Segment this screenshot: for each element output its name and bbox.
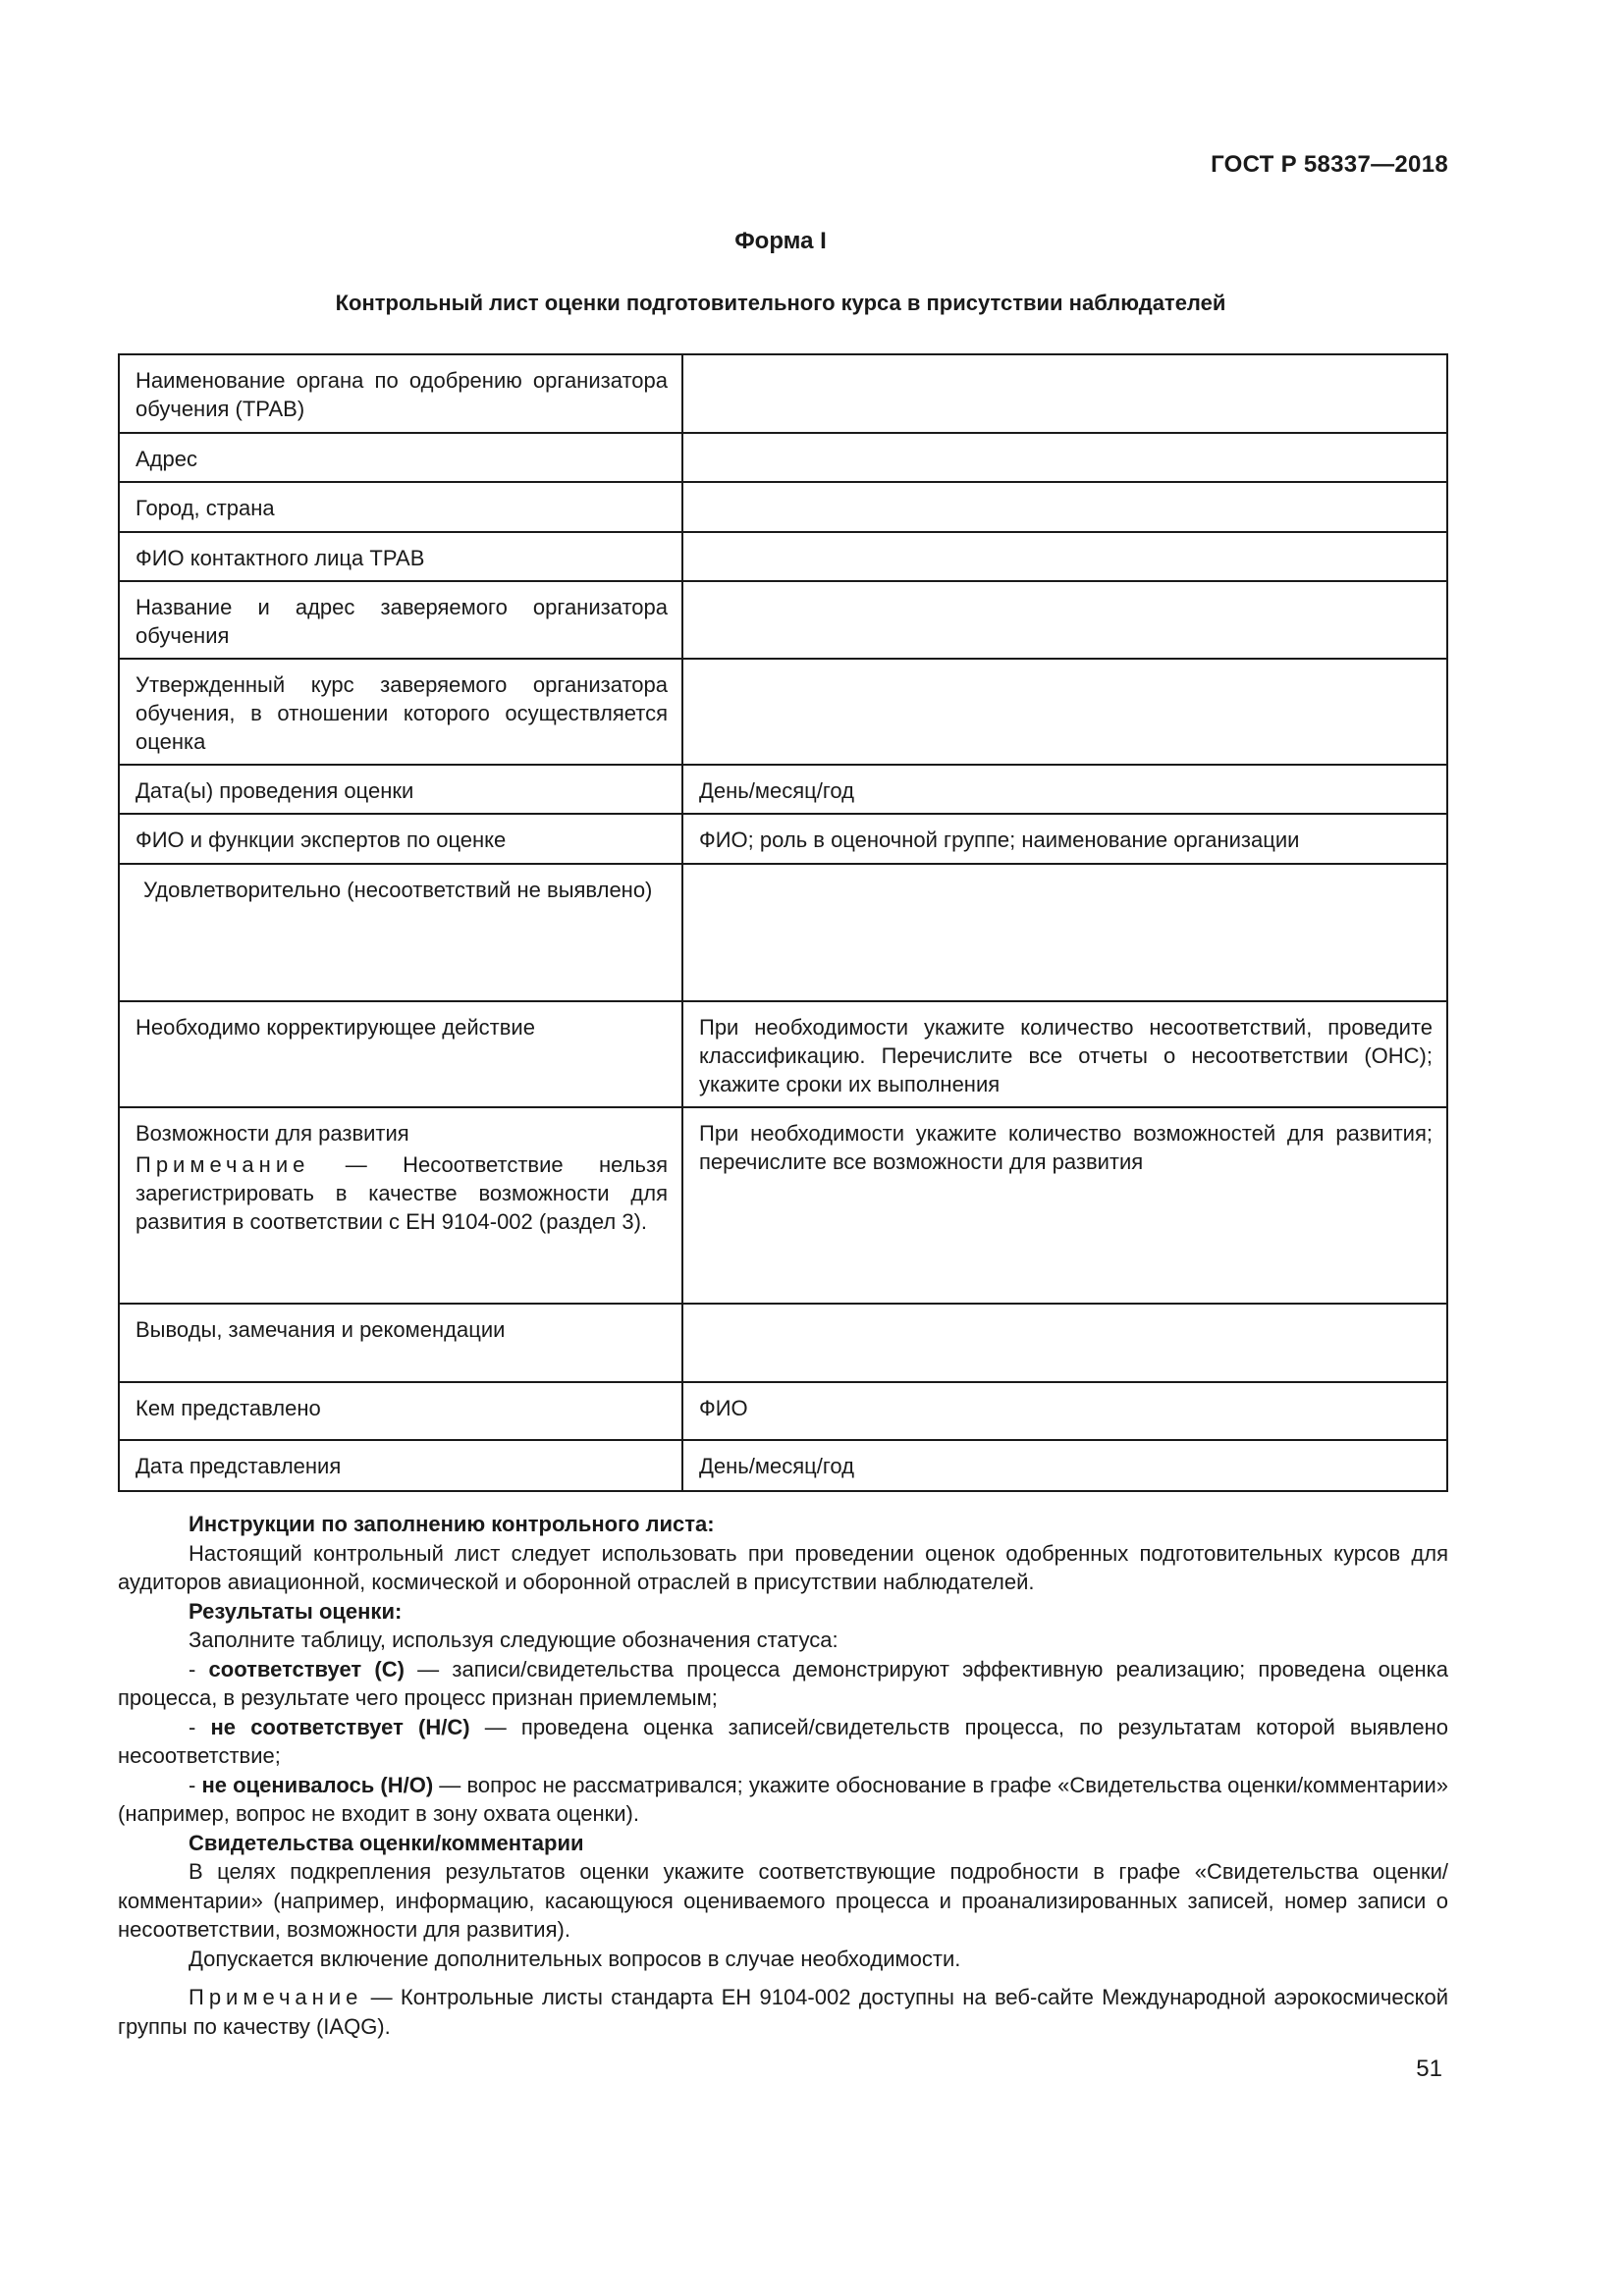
status-prefix: -	[189, 1656, 209, 1682]
status-item-not-assessed	[118, 1771, 1448, 1829]
row-label: Город, страна	[119, 482, 682, 532]
table-row	[119, 1440, 1447, 1491]
status-description: — вопрос не рассматривался; укажите обоснование в графе «Свидетельства оценки/комментарии» (например, вопрос не входит в зону охвата оценки).	[118, 1772, 1448, 1826]
final-note	[118, 1983, 1448, 2041]
table-row	[119, 864, 1447, 1001]
note-label: Примечание	[135, 1152, 310, 1177]
table-row	[119, 765, 1447, 814]
results-intro: Заполните таблицу, используя следующие обозначения статуса:	[189, 1628, 839, 1652]
status-term: не оценивалось (Н/О)	[201, 1772, 434, 1797]
table-row	[119, 1001, 1447, 1107]
row-label: Необходимо корректирующее действие	[119, 1001, 682, 1107]
row-label: Возможности для развития	[135, 1121, 409, 1146]
row-value	[682, 532, 1447, 581]
table-row	[119, 814, 1447, 864]
instructions-intro: Настоящий контрольный лист следует использовать при проведении оценок одобренных подготовительных курсов для аудиторов авиационной, космической и оборонной отраслей в присутствии наблюдателей.	[118, 1540, 1448, 1594]
page-number: 51	[1416, 2056, 1442, 2082]
row-label: Название и адрес заверяемого организатора обучения	[119, 581, 682, 659]
table-row	[119, 659, 1447, 765]
row-value	[682, 864, 1447, 1001]
evidence-text: В целях подкрепления результатов оценки укажите соответствующие подробности в графе «Свидетельства оценки/комментарии» (например, информацию, касающуюся оцениваемого процесса и проанализированных записей, номер записи о несоответствии, возможности для развития).	[118, 1859, 1448, 1942]
checklist-table	[118, 353, 1448, 1492]
row-value: ФИО	[682, 1382, 1447, 1440]
row-label: Утвержденный курс заверяемого организатора обучения, в отношении которого осуществляется оценка	[119, 659, 682, 765]
table-row	[119, 433, 1447, 482]
row-value: ФИО; роль в оценочной группе; наименование организации	[682, 814, 1447, 864]
row-value: День/месяц/год	[682, 1440, 1447, 1491]
status-description: — записи/свидетельства процесса демонстрируют эффективную реализацию; проведена оценка процесса, в результате чего процесс признан приемлемым;	[118, 1656, 1448, 1710]
table-row	[119, 1107, 1447, 1304]
row-value: При необходимости укажите количество несоответствий, проведите классификацию. Перечислите все отчеты о несоответствии (ОНС); укажите сроки их выполнения	[682, 1001, 1447, 1107]
row-label: ФИО контактного лица ТРАВ	[119, 532, 682, 581]
evidence-heading: Свидетельства оценки/комментарии	[189, 1830, 584, 1855]
row-label: ФИО и функции экспертов по оценке	[119, 814, 682, 864]
results-heading: Результаты оценки:	[189, 1598, 403, 1624]
status-item-compliant	[118, 1655, 1448, 1713]
standard-code: ГОСТ Р 58337—2018	[1211, 151, 1448, 178]
row-value	[682, 433, 1447, 482]
row-value	[682, 354, 1447, 433]
row-label: Кем представлено	[119, 1382, 682, 1440]
row-value	[682, 659, 1447, 765]
row-label: Выводы, замечания и рекомендации	[119, 1304, 682, 1382]
instructions-heading: Инструкции по заполнению контрольного листа:	[189, 1512, 715, 1536]
table-row	[119, 354, 1447, 433]
cell-note	[135, 1150, 668, 1236]
row-label-with-note	[119, 1107, 682, 1304]
table-row	[119, 1304, 1447, 1382]
row-value: День/месяц/год	[682, 765, 1447, 814]
document-title: Контрольный лист оценки подготовительного курса в присутствии наблюдателей	[335, 291, 1226, 315]
note-text: — Контрольные листы стандарта ЕН 9104-002 доступны на веб-сайте Международной аэрокосмической группы по качеству (IAQG).	[118, 1985, 1448, 2039]
form-title: Форма I	[734, 228, 827, 254]
note-text: — Несоответствие нельзя зарегистрировать в качестве возможности для развития в соответствии с ЕН 9104-002 (раздел 3).	[135, 1152, 668, 1234]
status-term: соответствует (С)	[208, 1656, 405, 1682]
status-prefix: -	[189, 1772, 202, 1797]
row-label: Дата(ы) проведения оценки	[119, 765, 682, 814]
status-item-noncompliant	[118, 1713, 1448, 1771]
status-description: — проведена оценка записей/свидетельств процесса, по результатам которой выявлено несоответствие;	[118, 1714, 1448, 1768]
row-value	[682, 1304, 1447, 1382]
note-label: Примечание	[189, 1985, 363, 2009]
row-value	[682, 581, 1447, 659]
table-row	[119, 1382, 1447, 1440]
additional-text: Допускается включение дополнительных вопросов в случае необходимости.	[189, 1946, 961, 1971]
row-value: При необходимости укажите количество возможностей для развития; перечислите все возможности для развития	[682, 1107, 1447, 1304]
status-prefix: -	[189, 1714, 211, 1739]
table-row	[119, 482, 1447, 532]
row-label: Наименование органа по одобрению организатора обучения (ТРАВ)	[119, 354, 682, 433]
row-value	[682, 482, 1447, 532]
row-label: Дата представления	[119, 1440, 682, 1491]
instructions-section	[118, 1510, 1448, 2084]
status-term: не соответствует (Н/С)	[210, 1714, 470, 1739]
table-row	[119, 532, 1447, 581]
row-label: Адрес	[119, 433, 682, 482]
row-label: Удовлетворительно (несоответствий не выявлено)	[119, 864, 682, 1001]
table-row	[119, 581, 1447, 659]
